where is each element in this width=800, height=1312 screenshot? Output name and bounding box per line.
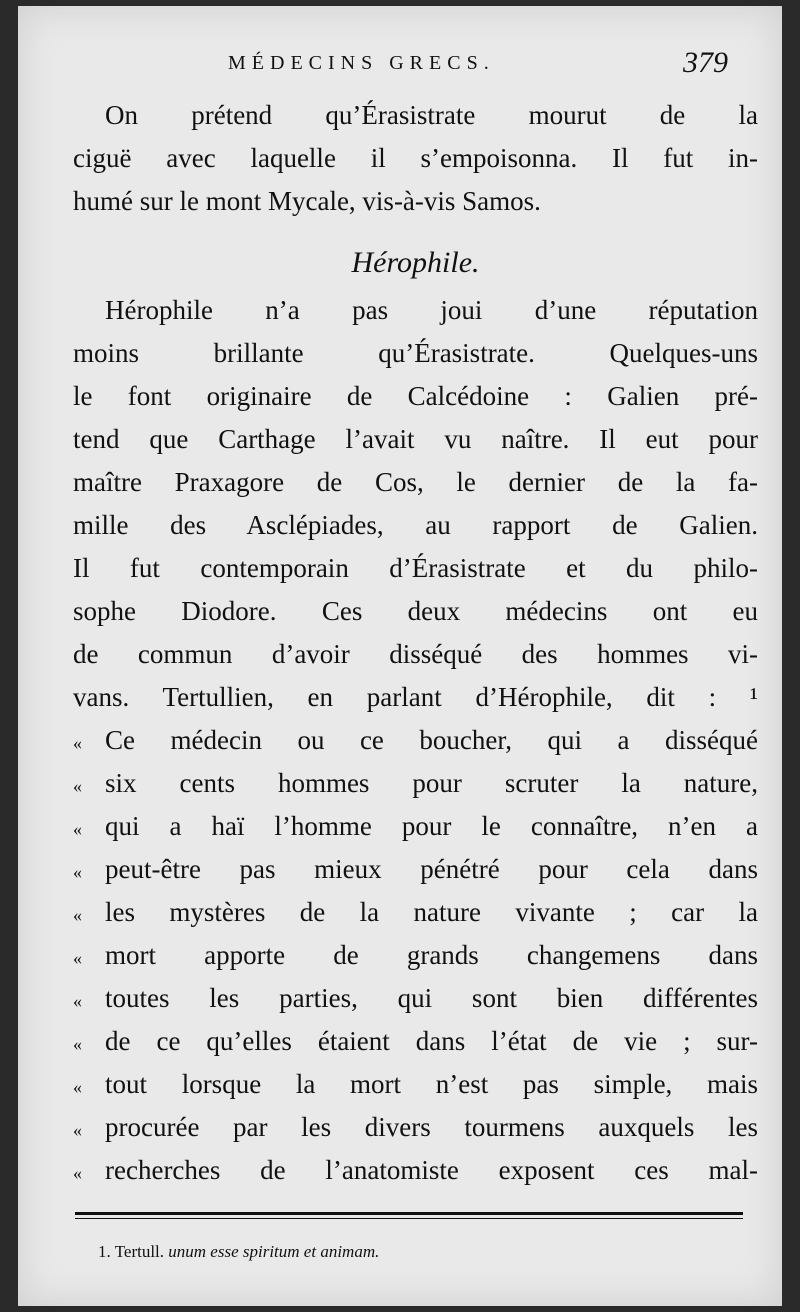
running-title: MÉDECINS GRECS. [228, 52, 495, 74]
quote-text: Ce médecin ou ce boucher, qui a disséqué [105, 725, 758, 755]
footnote-number: 1. [98, 1242, 111, 1261]
footnote-text: unum esse spiritum et animam. [168, 1242, 380, 1261]
quote-text: les mystères de la nature vivante ; car la [105, 897, 758, 927]
quote-text: toutes les parties, qui sont bien différentes [105, 983, 758, 1013]
text-line: mille des Asclépiades, au rapport de Galien. [73, 510, 758, 540]
quote-line [73, 934, 758, 977]
quote-mark: « [73, 776, 82, 796]
text-line: de commun d’avoir disséqué des hommes vi- [73, 639, 758, 669]
quote-text: de ce qu’elles étaient dans l’état de vie ; sur- [105, 1026, 758, 1056]
quote-line [73, 848, 758, 891]
quote-text: tout lorsque la mort n’est pas simple, mais [105, 1069, 758, 1099]
quote-line [73, 891, 758, 934]
quote-mark: « [73, 1034, 82, 1054]
text-line: moins brillante qu’Érasistrate. Quelques-uns [73, 338, 758, 368]
footnote-abbrev: Tertull. [114, 1242, 165, 1261]
quote-line [73, 805, 758, 848]
footnote [98, 1242, 379, 1262]
quote-mark: « [73, 1163, 82, 1183]
footnote-rule-thin [75, 1218, 743, 1219]
section-heading: Hérophile. [351, 246, 480, 279]
quote-text: procurée par les divers tourmens auxquels les [105, 1112, 758, 1142]
text-line: ciguë avec laquelle il s’empoisonna. Il fut in- [73, 143, 758, 173]
footnote-rule [75, 1212, 743, 1215]
quote-mark: « [73, 905, 82, 925]
quote-line [73, 1020, 758, 1063]
text-body [73, 94, 758, 1192]
text-line: le font originaire de Calcédoine : Galien pré- [73, 381, 758, 411]
quote-mark: « [73, 1120, 82, 1140]
text-line: On prétend qu’Érasistrate mourut de la [105, 100, 758, 130]
text-line: sophe Diodore. Ces deux médecins ont eu [73, 596, 758, 626]
quote-mark: « [73, 733, 82, 753]
quote-line [73, 977, 758, 1020]
quote-mark: « [73, 862, 82, 882]
quote-line [73, 1063, 758, 1106]
text-line: Il fut contemporain d’Érasistrate et du philo- [73, 553, 758, 583]
quote-line [73, 762, 758, 805]
text-line: maître Praxagore de Cos, le dernier de la fa- [73, 467, 758, 497]
quote-text: peut-être pas mieux pénétré pour cela dans [105, 854, 758, 884]
quote-line [73, 1106, 758, 1149]
quote-text: six cents hommes pour scruter la nature, [105, 768, 758, 798]
text-line: humé sur le mont Mycale, vis-à-vis Samos. [73, 186, 541, 216]
page-number: 379 [683, 46, 728, 79]
text-line: vans. Tertullien, en parlant d’Hérophile, dit : ¹ [73, 682, 758, 712]
quote-text: recherches de l’anatomiste exposent ces mal- [105, 1155, 758, 1185]
page-header [18, 46, 782, 96]
quote-mark: « [73, 819, 82, 839]
book-page [18, 6, 782, 1306]
quote-text: mort apporte de grands changemens dans [105, 940, 758, 970]
quote-line [73, 719, 758, 762]
text-line: Hérophile n’a pas joui d’une réputation [105, 295, 758, 325]
quote-line [73, 1149, 758, 1192]
quote-mark: « [73, 991, 82, 1011]
quote-text: qui a haï l’homme pour le connaître, n’en a [105, 811, 758, 841]
spacer [73, 223, 758, 237]
quote-mark: « [73, 1077, 82, 1097]
text-line: tend que Carthage l’avait vu naître. Il eut pour [73, 424, 758, 454]
quote-mark: « [73, 948, 82, 968]
